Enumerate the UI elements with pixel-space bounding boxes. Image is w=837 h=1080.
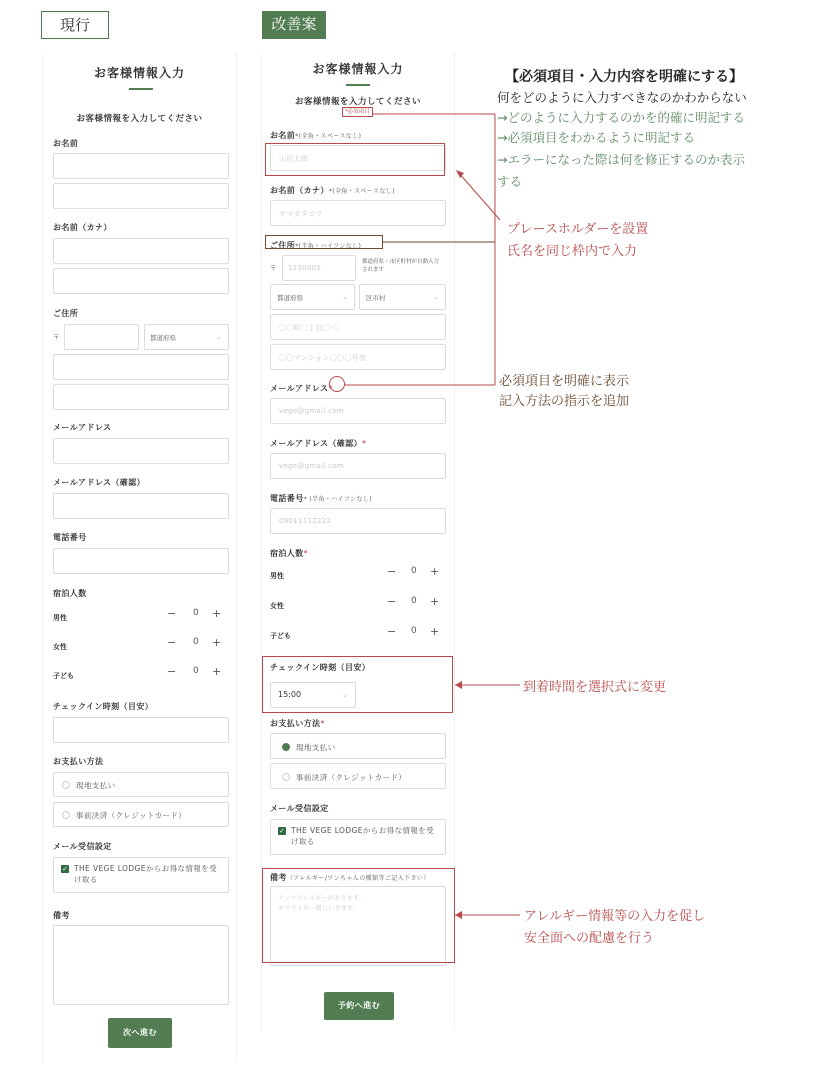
option-label: THE VEGE LODGEからお得な情報を受け取る <box>74 864 217 884</box>
child-label: 子ども <box>53 672 74 680</box>
plus-icon[interactable]: + <box>212 636 222 649</box>
annotation-point2: →必須項目をわかるように明記する <box>497 130 695 145</box>
chevron-down-icon: ⌄ <box>342 691 348 699</box>
page-subtitle: お客様情報を入力してください <box>294 97 421 107</box>
annotation-arrival: 到着時間を選択式に変更 <box>523 680 667 695</box>
city-value: 区市村 <box>366 294 386 302</box>
annotation-allergy-1: アレルギー情報等の入力を促し <box>524 909 706 924</box>
guests-label: 宿泊人数* <box>270 549 309 558</box>
chevron-down-icon: ⌄ <box>342 293 348 301</box>
street-placeholder: 〇〇町〇丁目〇-〇 <box>279 324 341 332</box>
postal-mark: 〒 <box>270 264 277 272</box>
arrowhead-icon <box>455 911 462 919</box>
plus-icon[interactable]: + <box>430 595 440 608</box>
notes-label: 備考（アレルギー/ワンちゃんの種類等ご記入下さい） <box>270 873 430 882</box>
address-label: ご住所 <box>53 309 79 318</box>
email-label: メールアドレス <box>53 423 112 432</box>
required-hint: *必須項目 <box>342 107 373 117</box>
address-label: ご住所*(半角・ハイフンなし) <box>270 241 362 250</box>
email-confirm-placeholder: vege@gmail.com <box>279 462 345 470</box>
option-label: THE VEGE LODGEからお得な情報を受け取る <box>291 826 434 846</box>
female-label: 女性 <box>270 602 284 610</box>
notes-label: 備考 <box>53 911 70 920</box>
checkbox-checked-icon[interactable]: ✓ <box>62 865 68 873</box>
notes-placeholder: ナッツアレルギーがあります。 チワワ１匹一緒にいきます。 <box>278 895 366 912</box>
male-count: 0 <box>193 608 199 618</box>
plus-icon[interactable]: + <box>212 665 222 678</box>
next-button[interactable]: 次へ進む <box>108 1018 172 1048</box>
reserve-button[interactable]: 予約へ進む <box>324 992 394 1020</box>
email-confirm-label: メールアドレス（確認）* <box>270 439 367 448</box>
option-label: 事前決済（クレジットカード） <box>76 811 187 820</box>
annotation-required-2: 記入方法の指示を追加 <box>499 394 630 409</box>
annotation-heading: 【必須項目・入力内容を明確にする】 <box>505 69 743 85</box>
female-count: 0 <box>193 637 199 647</box>
name-placeholder: 山田太郎 <box>279 155 309 163</box>
building-placeholder: 〇〇マンション〇〇〇号室 <box>279 354 367 362</box>
child-count: 0 <box>411 626 417 636</box>
page-title: お客様情報入力 <box>93 66 185 80</box>
current-tag: 現行 <box>41 11 109 39</box>
kana-label: お名前（カナ）*(全角・スペースなし) <box>270 186 395 195</box>
minus-icon[interactable]: − <box>387 625 397 638</box>
email-label: メールアドレス* <box>270 384 333 393</box>
phone-label: 電話番号 <box>53 533 87 542</box>
arrowhead-icon <box>455 681 462 689</box>
page-subtitle: お客様情報を入力してください <box>76 114 203 124</box>
annotation-point1: →どのように入力するのかを的確に明記する <box>497 110 745 125</box>
placeholder-arrow <box>458 172 500 220</box>
minus-icon[interactable]: − <box>387 565 397 578</box>
annotation-problem: 何をどのように入力すべきなのかわからない <box>497 90 747 105</box>
annotation-point3: →エラーになった際は何を修正するのか表示 <box>497 152 745 167</box>
male-label: 男性 <box>270 572 284 580</box>
option-label: 事前決済（クレジットカード） <box>296 773 407 782</box>
option-label: 現地支払い <box>76 781 116 790</box>
name-label: お名前 <box>53 139 79 148</box>
female-count: 0 <box>411 596 417 606</box>
annotation-point3-cont: する <box>497 174 523 189</box>
proposal-tag: 改善案 <box>262 11 326 39</box>
name-label: お名前*(全角・スペースなし) <box>270 131 362 140</box>
kana-label: お名前（カナ） <box>53 223 112 232</box>
minus-icon[interactable]: − <box>167 665 177 678</box>
minus-icon[interactable]: − <box>387 595 397 608</box>
plus-icon[interactable]: + <box>212 607 222 620</box>
child-count: 0 <box>193 666 199 676</box>
email-confirm-label: メールアドレス（確認） <box>53 478 145 487</box>
annotation-placeholder-1: プレースホルダーを設置 <box>507 222 649 237</box>
mail-label: メール受信設定 <box>53 842 112 851</box>
checkin-label: チェックイン時刻（目安） <box>53 702 154 711</box>
minus-icon[interactable]: − <box>167 607 177 620</box>
checkin-value: 15:00 <box>278 690 302 699</box>
plus-icon[interactable]: + <box>430 565 440 578</box>
prefecture-value: 都道府県 <box>277 294 303 302</box>
minus-icon[interactable]: − <box>167 636 177 649</box>
payment-label: お支払い方法 <box>53 757 104 766</box>
postal-mark: 〒 <box>53 333 60 341</box>
mail-label: メール受信設定 <box>270 804 329 813</box>
chevron-down-icon: ⌄ <box>216 333 222 341</box>
male-count: 0 <box>411 566 417 576</box>
female-label: 女性 <box>53 643 67 651</box>
kana-placeholder: ヤマダタロウ <box>279 210 323 218</box>
checkin-label: チェックイン時刻（目安） <box>270 663 371 672</box>
payment-label: お支払い方法* <box>270 719 325 728</box>
annotation-allergy-2: 安全面への配慮を行う <box>524 931 655 946</box>
male-label: 男性 <box>53 614 67 622</box>
guests-label: 宿泊人数 <box>53 589 87 598</box>
annotation-required-1: 必須項目を明確に表示 <box>499 374 630 389</box>
chevron-down-icon: ⌄ <box>433 293 439 301</box>
page-title: お客様情報入力 <box>312 62 404 76</box>
phone-placeholder: 09011112222 <box>279 517 332 525</box>
child-label: 子ども <box>270 632 291 640</box>
option-label: 現地支払い <box>296 743 336 752</box>
annotation-placeholder-2: 氏名を同じ枠内で入力 <box>507 244 638 259</box>
email-placeholder: vege@gmail.com <box>279 407 345 415</box>
checkbox-checked-icon[interactable]: ✓ <box>279 827 285 835</box>
prefecture-value: 都道府県 <box>150 334 176 342</box>
phone-label: 電話番号* (半角・ハイフンなし) <box>270 494 372 503</box>
plus-icon[interactable]: + <box>430 625 440 638</box>
postal-hint: 都道府県・市区町村が自動入力されます <box>362 259 440 273</box>
postal-placeholder: 1230001 <box>288 264 322 272</box>
